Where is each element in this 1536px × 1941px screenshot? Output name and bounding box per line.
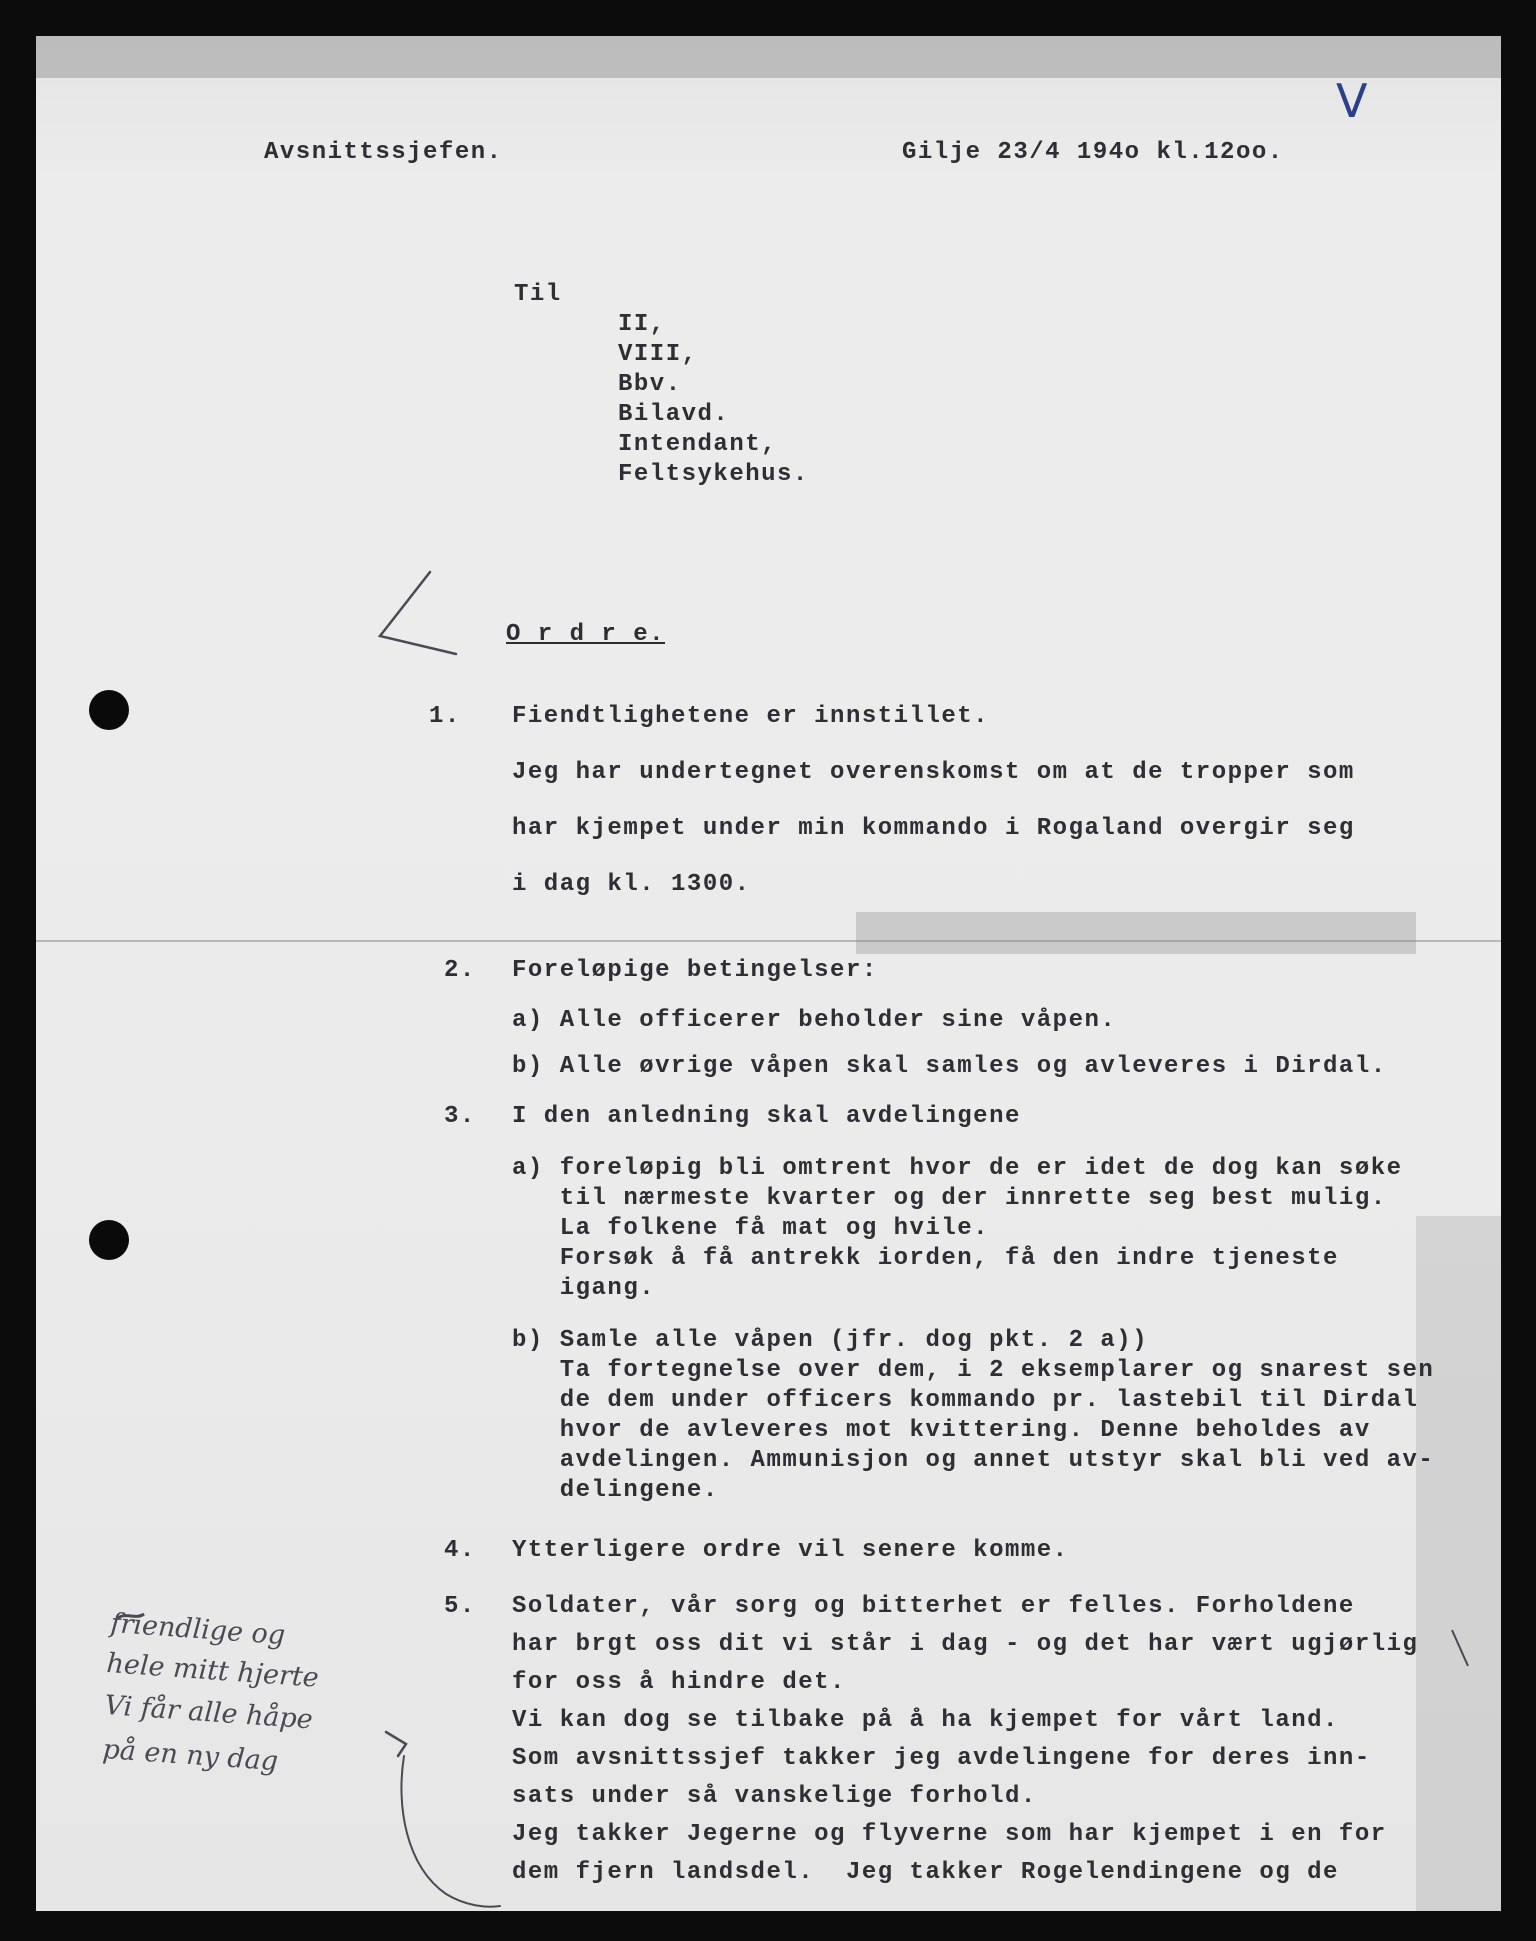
paragraph-line: Fiendtlighetene er innstillet.	[512, 703, 990, 730]
paragraph-line: b) Samle alle våpen (jfr. dog pkt. 2 a))	[512, 1327, 1149, 1354]
paragraph-line: de dem under officers kommando pr. lastebil til Dirdal	[512, 1387, 1419, 1414]
paragraph-line: dem fjern landsdel. Jeg takker Rogelendingene og de	[512, 1859, 1339, 1886]
sender-line: Avsnittssjefen.	[264, 139, 503, 166]
scan-shadow-top	[36, 36, 1501, 78]
handwritten-note-line: hele mitt hjerte	[105, 1647, 320, 1694]
recipients-label: Til	[514, 281, 562, 308]
section-title: Foreløpige betingelser:	[512, 957, 878, 984]
item-number: 2.	[444, 957, 476, 984]
paragraph-line: i dag kl. 1300.	[512, 871, 751, 898]
item-number: 4.	[444, 1537, 476, 1564]
paragraph-line: Soldater, vår sorg og bitterhet er felles. Forholdene	[512, 1593, 1355, 1620]
handwritten-note-line: friendlige og	[109, 1607, 287, 1652]
recipient-item: Bbv.	[618, 371, 682, 398]
item-number: 5.	[444, 1593, 476, 1620]
handwritten-note-line: på en ny dag	[101, 1733, 280, 1778]
paragraph-line: Som avsnittssjef takker jeg avdelingene for deres inn-	[512, 1745, 1371, 1772]
recipient-item: VIII,	[618, 341, 698, 368]
handwritten-arrow-mark	[376, 1726, 506, 1911]
paragraph-line: igang.	[512, 1275, 656, 1302]
place-date-line: Gilje 23/4 194o kl.12oo.	[902, 139, 1284, 166]
handwritten-note-line: Vi får alle håpe	[103, 1689, 314, 1736]
paragraph-line: har kjempet under min kommando i Rogaland overgir seg	[512, 815, 1355, 842]
paragraph-line: for oss å hindre det.	[512, 1669, 846, 1696]
paragraph-line: b) Alle øvrige våpen skal samles og avleveres i Dirdal.	[512, 1053, 1387, 1080]
paragraph-line: a) foreløpig bli omtrent hvor de er idet de dog kan søke	[512, 1155, 1403, 1182]
paragraph-line: Forsøk å få antrekk iorden, få den indre tjeneste	[512, 1245, 1339, 1272]
document-page	[36, 36, 1501, 1911]
paragraph-line: Jeg har undertegnet overenskomst om at de tropper som	[512, 759, 1355, 786]
edge-shadow-right	[1416, 1216, 1501, 1911]
item-number: 1.	[429, 703, 461, 730]
paragraph-line: delingene.	[512, 1477, 719, 1504]
recipient-item: II,	[618, 311, 666, 338]
paragraph-line: sats under så vanskelige forhold.	[512, 1783, 1037, 1810]
paragraph-line: Ytterligere ordre vil senere komme.	[512, 1537, 1069, 1564]
margin-tick-mark	[1446, 1626, 1476, 1676]
punch-hole-bottom	[89, 1220, 129, 1260]
order-title: O r d r e.	[506, 621, 666, 648]
paragraph-line: hvor de avleveres mot kvittering. Denne beholdes av	[512, 1417, 1371, 1444]
item-number: 3.	[444, 1103, 476, 1130]
paragraph-line: til nærmeste kvarter og der innrette seg best mulig.	[512, 1185, 1387, 1212]
paragraph-line: Ta fortegnelse over dem, i 2 eksemplarer og snarest sen	[512, 1357, 1435, 1384]
punch-hole-top	[89, 690, 129, 730]
paragraph-line: Vi kan dog se tilbake på å ha kjempet for vårt land.	[512, 1707, 1339, 1734]
fold-shadow	[856, 912, 1416, 954]
section-title: I den anledning skal avdelingene	[512, 1103, 1021, 1130]
recipient-item: Bilavd.	[618, 401, 730, 428]
paragraph-line: avdelingen. Ammunisjon og annet utstyr skal bli ved av-	[512, 1447, 1435, 1474]
strikethrough-mark	[116, 1606, 146, 1626]
fold-line	[36, 940, 1501, 942]
recipient-item: Feltsykehus.	[618, 461, 809, 488]
paragraph-line: Jeg takker Jegerne og flyverne som har kjempet i en for	[512, 1821, 1387, 1848]
paragraph-line: har brgt oss dit vi står i dag - og det har vært ugjørlig	[512, 1631, 1419, 1658]
paragraph-line: a) Alle officerer beholder sine våpen.	[512, 1007, 1117, 1034]
recipient-item: Intendant,	[618, 431, 778, 458]
paragraph-line: La folkene få mat og hvile.	[512, 1215, 990, 1242]
blue-check-mark: V	[1336, 74, 1369, 128]
margin-angle-mark	[374, 566, 464, 676]
